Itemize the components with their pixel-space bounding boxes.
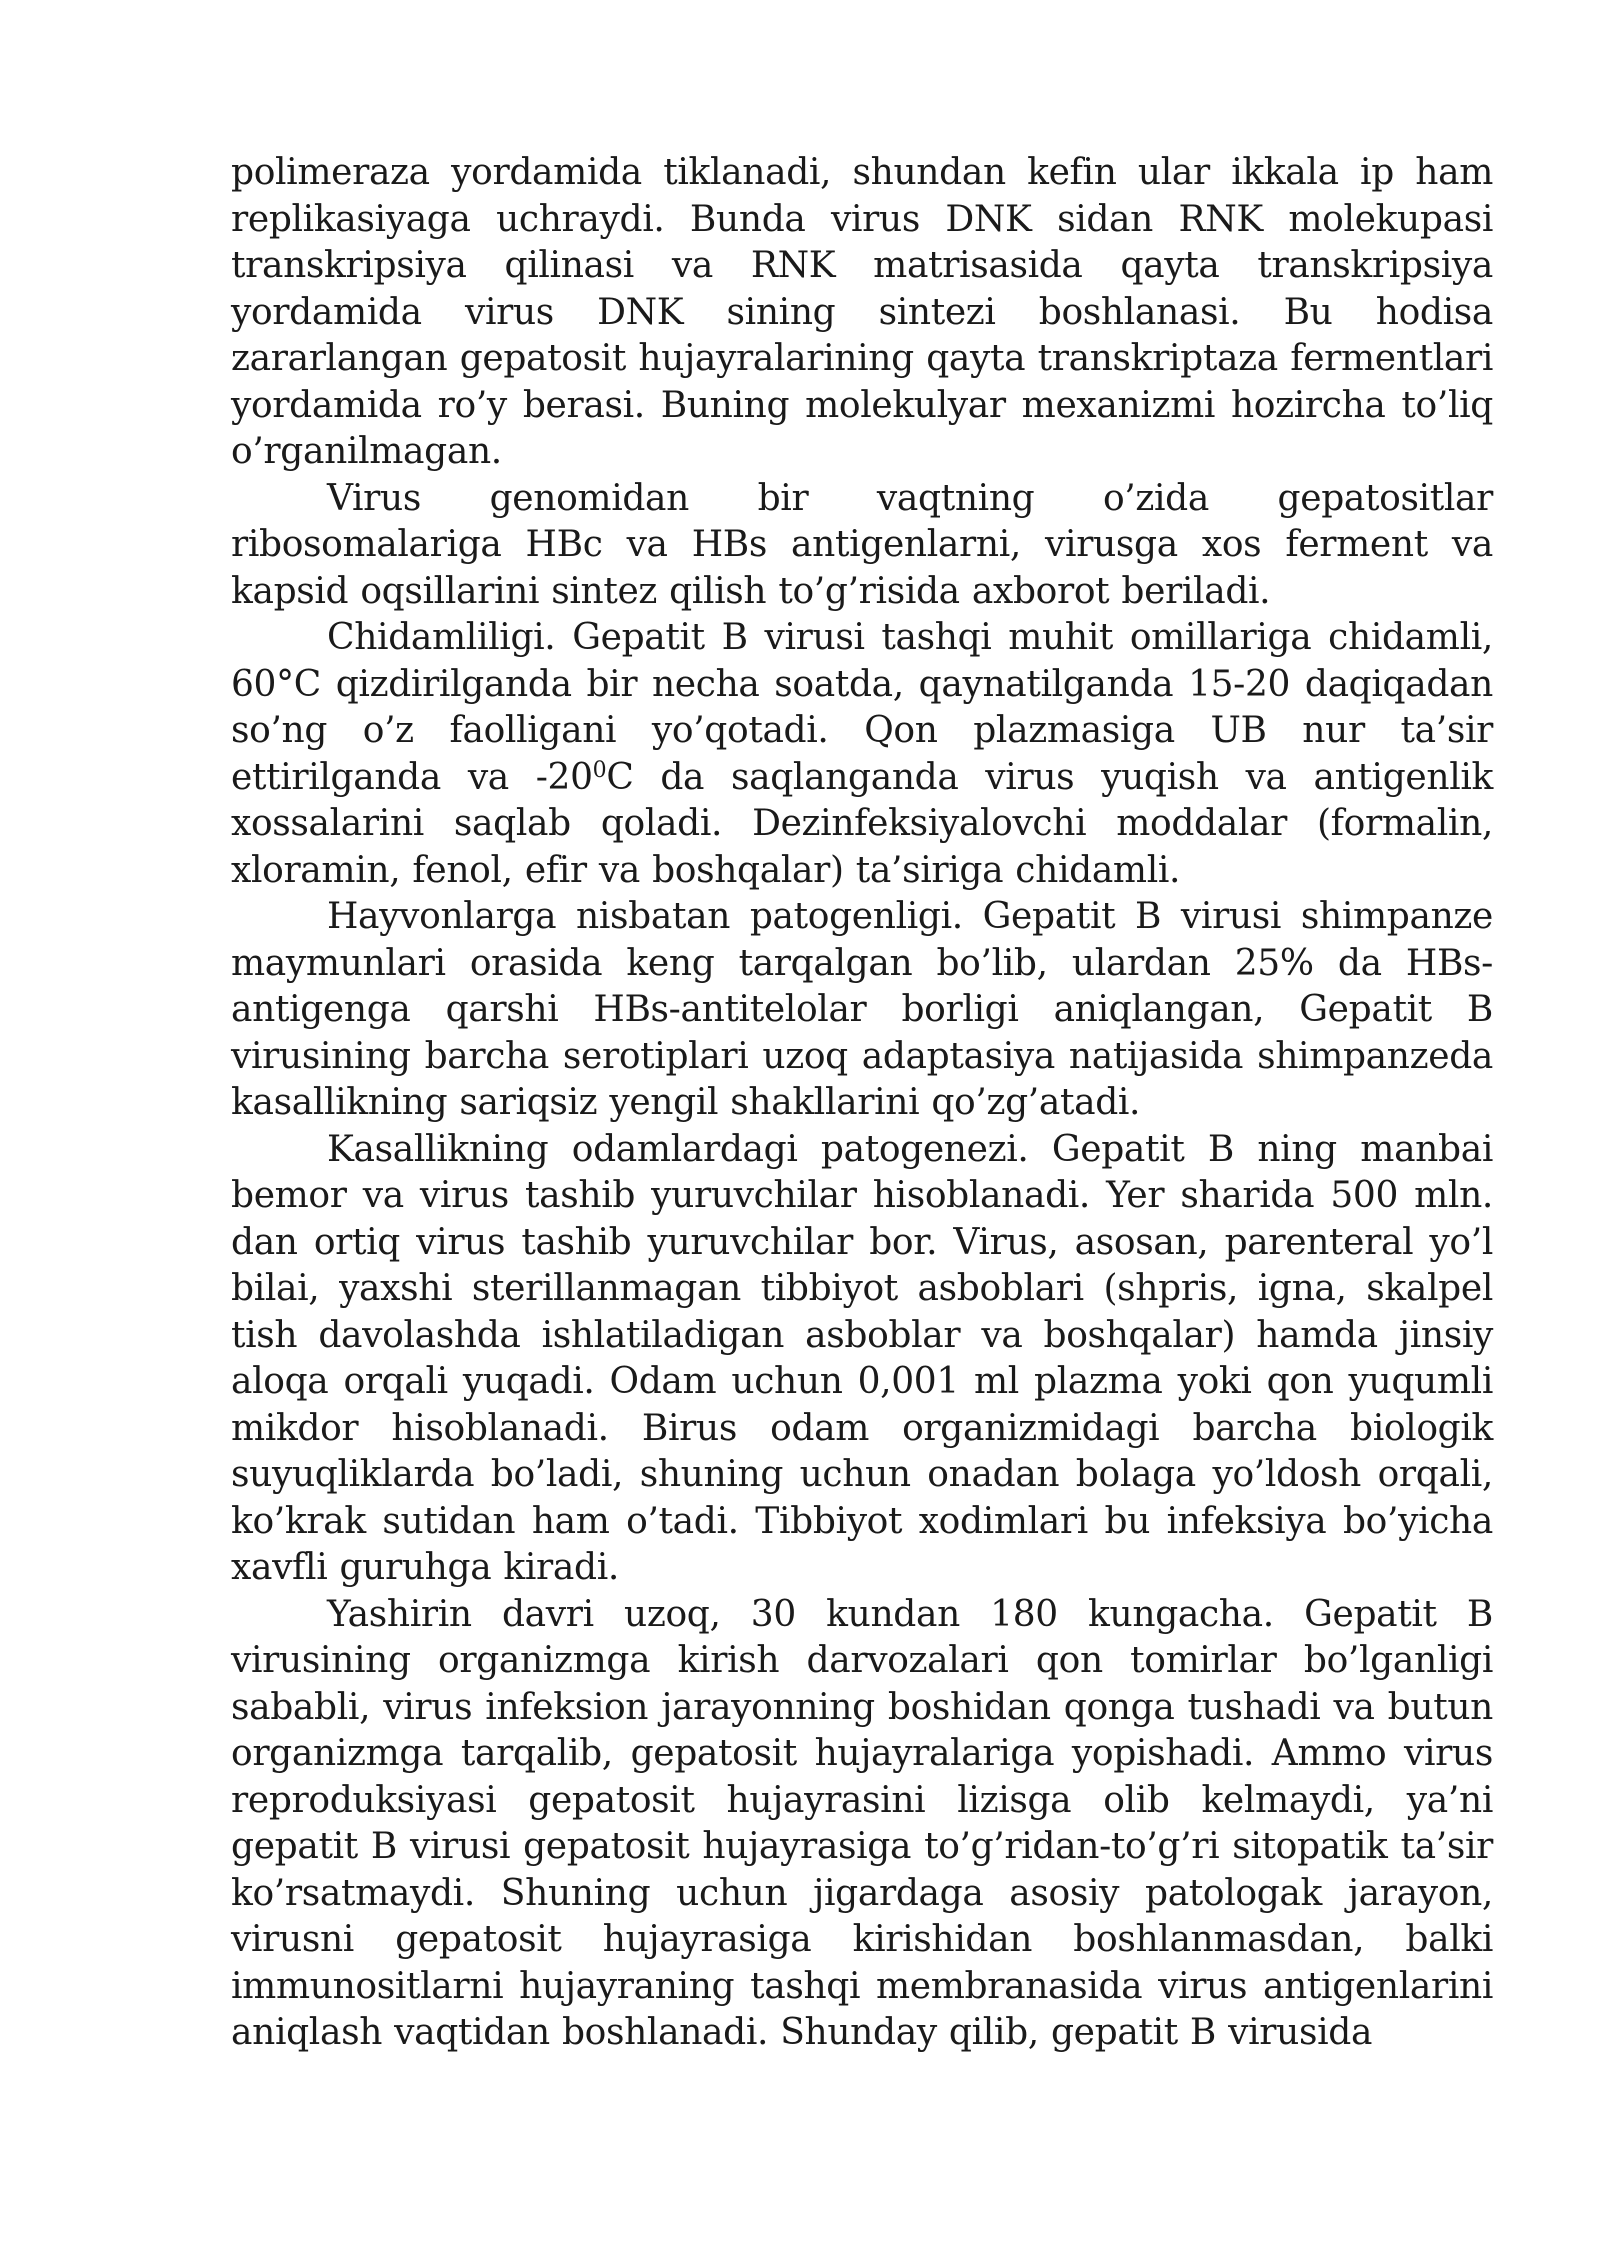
body-text bbox=[231, 150, 1493, 2057]
paragraph-human-pathogenesis: Kasallikning odamlardagi patogenezi. Gepatit B ning manbai bemor va virus tashib yuruvchilar hisoblanadi. Yer sharida 500 mln. dan ortiq virus tashib yuruvchilar bor. Virus, asosan, parenteral yo’l bilai, yaxshi sterillanmagan tibbiyot asboblari (shpris, igna, skalpel tish davolashda ishlatiladigan asboblar va boshqalar) hamda jinsiy aloqa orqali yuqadi. Odam uchun 0,001 ml plazma yoki qon yuqumli mikdor hisoblanadi. Birus odam organizmidagi barcha biologik suyuqliklarda bo’ladi, shuning uchun onadan bolaga yo’ldosh orqali, ko’krak sutidan ham o’tadi. Tibbiyot xodimlari bu infeksiya bo’yicha xavfli guruhga kiradi. bbox=[231, 1128, 1493, 1588]
degree-superscript: 0 bbox=[592, 757, 607, 783]
resistance-text-end: C da saqlanganda virus yuqish va antigenlik xossalarini saqlab qoladi. Dezinfeksiyalovchi moddalar (formalin, xloramin, fenol, efir va boshqalar) ta’siriga chidamli. bbox=[231, 756, 1494, 891]
paragraph-replication: polimeraza yordamida tiklanadi, shundan kefin ular ikkala ip ham replikasiyaga uchraydi. Bunda virus DNK sidan RNK molekupasi transkripsiya qilinasi va RNK matrisasida qayta transkripsiya yordamida virus DNK sining sintezi boshlanasi. Bu hodisa zararlangan gepatosit hujayralarining qayta transkriptaza fermentlari yordamida ro’y berasi. Buning molekulyar mexanizmi hozircha to’liq o’rganilmagan. bbox=[231, 152, 1493, 472]
paragraph-resistance bbox=[231, 615, 1493, 894]
resistance-text-start: Chidamliligi. Gepatit B virusi tashqi muhit omillariga chidamli, 60°C qizdirilganda bir necha soatda, qaynatilganda 15-20 daqiqadan so’ng o’z faolligani yo’qotadi. Qon plazmasiga UB nur ta’sir ettirilganda va -20 bbox=[231, 617, 1493, 798]
paragraph-incubation-period: Yashirin davri uzoq, 30 kundan 180 kungacha. Gepatit B virusining organizmga kirish darvozalari qon tomirlar bo’lganligi sababli, virus infeksion jarayonning boshidan qonga tushadi va butun organizmga tarqalib, gepatosit hujayralariga yopishadi. Ammo virus reproduksiyasi gepatosit hujayrasini lizisga olib kelmaydi, ya’ni gepatit B virusi gepatosit hujayrasiga to’g’ridan-to’g’ri sitopatik ta’sir ko’rsatmaydi. Shuning uchun jigardaga asosiy patologak jarayon, virusni gepatosit hujayrasiga kirishidan boshlanmasdan, balki immunositlarni hujayraning tashqi membranasida virus antigenlarini aniqlash vaqtidan boshlanadi. Shunday qilib, gepatit B virusida bbox=[231, 1593, 1493, 2053]
paragraph-animal-pathogenicity: Hayvonlarga nisbatan patogenligi. Gepatit B virusi shimpanze maymunlari orasida keng tarqalgan bo’lib, ulardan 25% da HBs-antigenga qarshi HBs-antitelolar borligi aniqlangan, Gepatit B virusining barcha serotiplari uzoq adaptasiya natijasida shimpanzeda kasallikning sariqsiz yengil shakllarini qo’zg’atadi. bbox=[231, 896, 1493, 1123]
paragraph-genome-synthesis: Virus genomidan bir vaqtning o’zida gepatositlar ribosomalariga HBc va HBs antigenlarni, virusga xos ferment va kapsid oqsillarini sintez qilish to’g’risida axborot beriladi. bbox=[231, 477, 1493, 612]
